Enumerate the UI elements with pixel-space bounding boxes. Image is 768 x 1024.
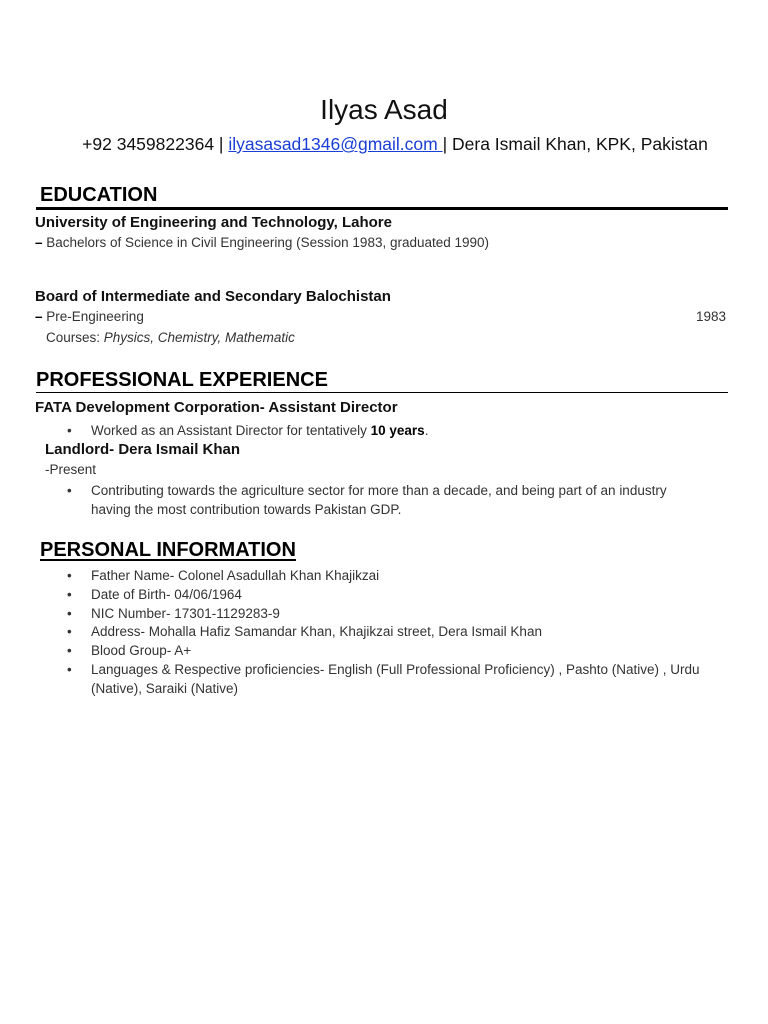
list-item: • Worked as an Assistant Director for tentatively 10 years. bbox=[67, 423, 429, 438]
location: | Dera Ismail Khan, KPK, Pakistan bbox=[442, 134, 708, 154]
education-institution-2: Board of Intermediate and Secondary Balochistan bbox=[35, 288, 391, 305]
phone-number: +92 3459822364 | bbox=[82, 134, 229, 154]
education-rule bbox=[36, 207, 728, 210]
education-institution-1: University of Engineering and Technology, Lahore bbox=[35, 214, 392, 231]
contact-line bbox=[60, 132, 730, 157]
experience-rule bbox=[36, 392, 728, 393]
list-item: • Languages & Respective proficiencies- English (Full Professional Proficiency) , Pashto (Native) , Urdu (Native), Saraiki (Native) bbox=[67, 661, 700, 696]
personal-heading: PERSONAL INFORMATION bbox=[40, 539, 296, 561]
personal-info-list bbox=[67, 567, 707, 699]
candidate-name: Ilyas Asad bbox=[320, 94, 448, 125]
list-item: • Address- Mohalla Hafiz Samandar Khan, Khajikzai street, Dera Ismail Khan bbox=[67, 624, 542, 640]
job-1-bullets bbox=[67, 422, 707, 441]
job-title-2: Landlord- Dera Ismail Khan bbox=[45, 441, 241, 458]
education-detail-2: – Pre-Engineering bbox=[35, 309, 144, 324]
education-detail-1: – Bachelors of Science in Civil Engineering (Session 1983, graduated 1990) bbox=[35, 235, 490, 250]
list-item: • Date of Birth- 04/06/1964 bbox=[67, 586, 242, 602]
job-2-bullets bbox=[67, 482, 707, 520]
email-link[interactable]: ilyasasad1346@gmail.com bbox=[228, 134, 443, 154]
education-heading: EDUCATION bbox=[40, 184, 158, 206]
job-title-1: FATA Development Corporation- Assistant Director bbox=[35, 399, 398, 416]
education-year-2: 1983 bbox=[695, 309, 726, 324]
list-item: • NIC Number- 17301-1129283-9 bbox=[67, 605, 280, 621]
experience-heading: PROFESSIONAL EXPERIENCE bbox=[36, 369, 328, 391]
list-item: • Contributing towards the agriculture sector for more than a decade, and being part of an industry having the most contribution towards Pakistan GDP. bbox=[67, 483, 667, 517]
list-item: • Blood Group- A+ bbox=[67, 643, 192, 659]
job-period-2: -Present bbox=[45, 462, 97, 477]
list-item: • Father Name- Colonel Asadullah Khan Khajikzai bbox=[67, 568, 380, 583]
education-courses: Courses: Physics, Chemistry, Mathematic bbox=[46, 330, 295, 345]
